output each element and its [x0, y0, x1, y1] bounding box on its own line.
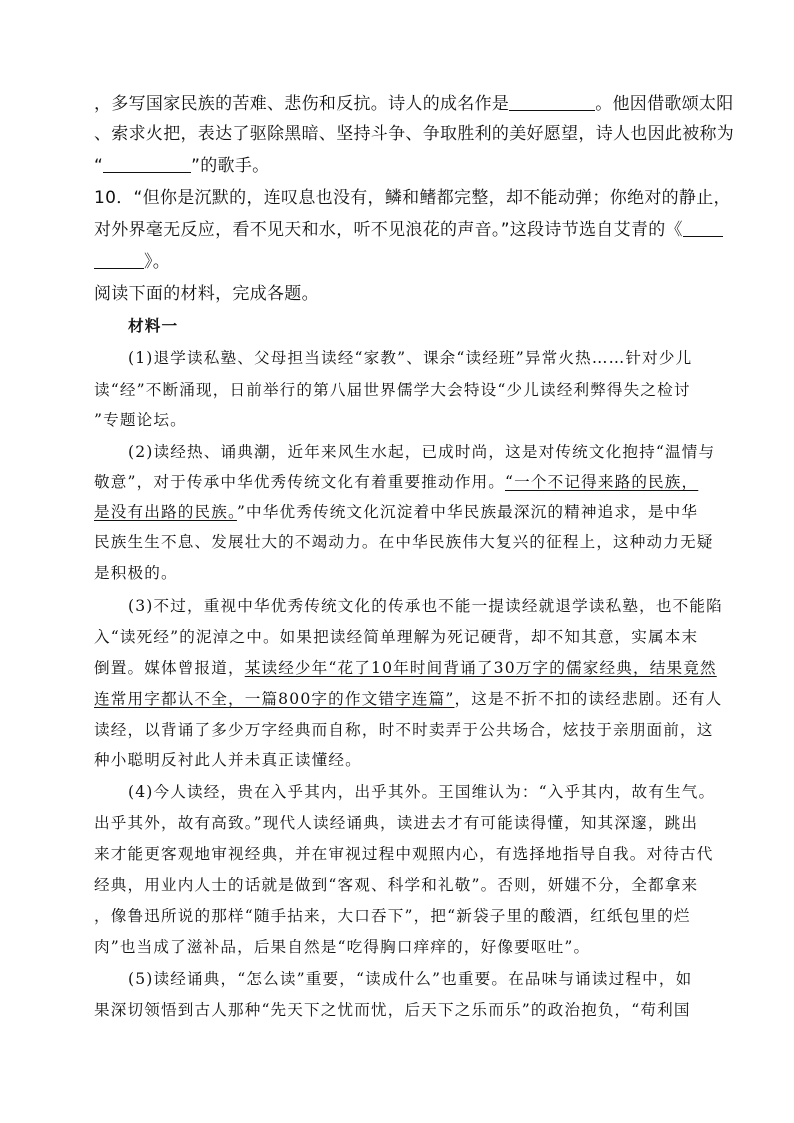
p4-line-6: 肉”也当成了滋补品，后果自然是“吃得胸口痒痒的，好像要呕吐”。 — [94, 938, 591, 956]
p3-line-4: 连常用字都认不全，一篇800字的作文错字连篇”，这是不折不扣的读经悲剧。还有人 — [94, 690, 723, 708]
q10-line-3: 》。 — [94, 252, 704, 272]
material-title: 材料一 — [128, 316, 179, 335]
p3-line-6: 种小聪明反衬此人并未真正读懂经。 — [94, 751, 362, 769]
p2-line-1: (2)读经热、诵典潮，近年来风生水起，已成时尚，这是对传统文化抱持“温情与 — [128, 443, 716, 461]
answer-blank-3b[interactable] — [94, 252, 144, 269]
p1-line-1: (1)退学读私塾、父母担当读经“家教”、课余“读经班”异常火热……针对少儿 — [128, 349, 693, 367]
p3-line-2: 入“读死经”的泥淖之中。如果把读经简单理解为死记硬背，却不知其意，实属本末 — [94, 628, 699, 646]
p3-line-3: 倒置。媒体曾报道，某读经少年“花了10年时间背诵了30万字的儒家经典，结果竟然 — [94, 659, 717, 677]
p5-line-2: 果深切领悟到古人那种“先天下之忧而忧，后天下之乐而乐”的政治抱负，“苟利国 — [94, 1001, 691, 1019]
p4-line-2: 出乎其外，故有高致。”现代人读经诵典，读进去才有可能读得懂，知其深邃，跳出 — [94, 814, 699, 832]
underlined-quote: “一个不记得来路的民族， — [504, 473, 699, 491]
underlined-quote-cont: 是没有出路的民族。 — [94, 503, 237, 521]
q9-line-3: “ ”的歌手。 — [94, 156, 270, 176]
q10-line-1: 10．“但你是沉默的，连叹息也没有，鳞和鳍都完整，却不能动弹；你绝对的静止， — [94, 188, 731, 208]
p1-line-2: 读“经”不断涌现，日前举行的第八届世界儒学大会特设“少儿读经利弊得失之检讨 — [94, 381, 691, 399]
q9-line-1: ，多写国家民族的苦难、悲伤和反抗。诗人的成名作是 。他因借歌颂太阳 — [94, 94, 734, 114]
answer-blank-1[interactable] — [509, 94, 595, 111]
p4-line-4: 经典，用业内人士的话就是做到“客观、科学和礼敬”。否则，妍媸不分，全都拿来 — [94, 876, 699, 894]
p2-line-3: 是没有出路的民族。”中华优秀传统文化沉淀着中华民族最深沉的精神追求，是中华 — [94, 503, 699, 521]
q9-line-2: 、索求火把，表达了驱除黑暗、坚持斗争、争取胜利的美好愿望，诗人也因此被称为 — [94, 124, 735, 144]
answer-blank-2[interactable] — [103, 156, 191, 173]
reading-instruction: 阅读下面的材料，完成各题。 — [94, 284, 319, 304]
p4-line-1: (4)今人读经，贵在入乎其内，出乎其外。王国维认为：“入乎其内，故有生气。 — [128, 783, 716, 801]
p4-line-3: 来才能更客观地审视经典，并在审视过程中观照内心，有选择地指导自我。对待古代 — [94, 845, 714, 863]
p2-line-2: 敬意”，对于传承中华优秀传统文化有着重要推动作用。“一个不记得来路的民族， — [94, 473, 699, 491]
p3-line-5: 读经，以背诵了多少万字经典而自称，时不时卖弄于公共场合，炫技于亲朋面前，这 — [94, 721, 714, 739]
p3-line-1: (3)不过，重视中华优秀传统文化的传承也不能一提读经就退学读私塾，也不能陷 — [128, 597, 723, 615]
p5-line-1: (5)读经诵典，“怎么读”重要，“读成什么”也重要。在品味与诵读过程中，如 — [128, 970, 693, 988]
p4-line-5: ，像鲁迅所说的那样“随手拈来，大口吞下”，把“新袋子里的酸酒，红纸包里的烂 — [94, 907, 691, 925]
p1-line-3: ”专题论坛。 — [94, 411, 187, 429]
underlined-report: 某读经少年“花了10年时间背诵了30万字的儒家经典，结果竟然 — [244, 659, 717, 677]
p2-line-4: 民族生生不息、发展壮大的不竭动力。在中华民族伟大复兴的征程上，这种动力无疑 — [94, 533, 714, 551]
q10-line-2: 对外界毫无反应，看不见天和水，听不见浪花的声音。”这段诗节选自艾青的《 — [94, 220, 704, 240]
p2-line-5: 是积极的。 — [94, 564, 178, 582]
underlined-report-cont: 连常用字都认不全，一篇800字的作文错字连篇” — [94, 690, 455, 708]
answer-blank-3a[interactable] — [683, 220, 723, 237]
